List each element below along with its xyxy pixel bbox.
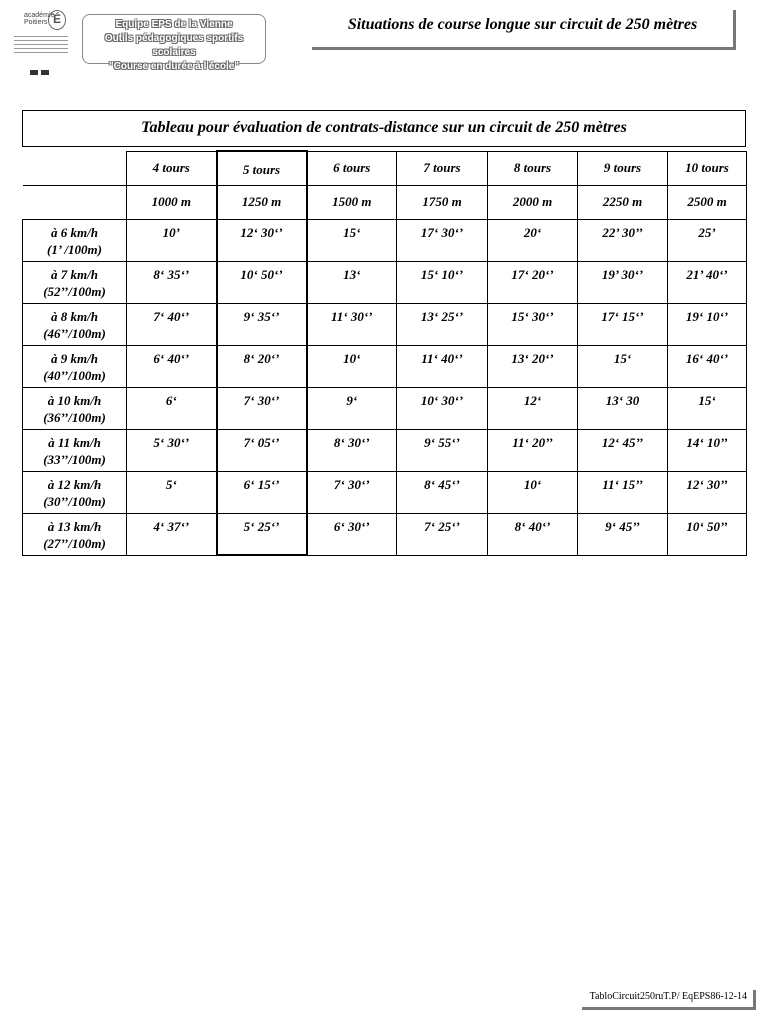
table-row — [23, 513, 747, 555]
time-cell: 13‘ 25‘’ — [397, 303, 488, 345]
time-cell: 11‘ 20’’ — [488, 429, 578, 471]
time-cell: 8‘ 45‘’ — [397, 471, 488, 513]
time-cell: 19’ 30‘’ — [578, 261, 668, 303]
pace-label: (36’’/100m) — [43, 409, 106, 425]
table-row — [23, 471, 747, 513]
time-cell: 5‘ — [127, 471, 217, 513]
pace-label: (1’ /100m) — [47, 241, 102, 257]
time-cell: 8‘ 20‘’ — [217, 345, 307, 387]
time-cell: 14‘ 10’’ — [668, 429, 747, 471]
pace-label: (40’’/100m) — [43, 367, 106, 383]
time-cell: 7‘ 30‘’ — [307, 471, 397, 513]
time-cell: 7‘ 30‘’ — [217, 387, 307, 429]
distance-1000: 1000 m — [127, 185, 217, 219]
time-cell: 12‘ 45’’ — [578, 429, 668, 471]
pace-label: (52’’/100m) — [43, 283, 106, 299]
time-cell: 8‘ 30‘’ — [307, 429, 397, 471]
pace-label: (33’’/100m) — [43, 451, 106, 467]
header-line-2: Outils pédagogiques sportifs scolaires — [104, 33, 244, 58]
header-tours-7: 7 tours — [397, 151, 488, 185]
corner-cell — [23, 185, 127, 219]
time-cell: 15‘ 10‘’ — [397, 261, 488, 303]
time-cell: 10‘ 50’’ — [668, 513, 747, 555]
header-tours-5: 5 tours — [217, 151, 307, 185]
time-cell: 13‘ 30 — [578, 387, 668, 429]
speed-label: à 8 km/h — [51, 308, 98, 324]
time-cell: 17‘ 15‘’ — [578, 303, 668, 345]
distance-1500: 1500 m — [307, 185, 397, 219]
pace-table — [22, 150, 747, 556]
time-cell: 6‘ 15‘’ — [217, 471, 307, 513]
pace-label: (30’’/100m) — [43, 493, 106, 509]
time-cell: 5‘ 30‘’ — [127, 429, 217, 471]
page-title: Situations de course longue sur circuit de 250 mètres — [312, 10, 736, 50]
speed-label: à 7 km/h — [51, 266, 98, 282]
table-caption: Tableau pour évaluation de contrats-distance sur un circuit de 250 mètres — [22, 110, 746, 147]
time-cell: 11‘ 15’’ — [578, 471, 668, 513]
header-line-1: Equipe EPS de la Vienne — [115, 19, 233, 30]
time-cell: 12‘ 30’’ — [668, 471, 747, 513]
time-cell: 15‘ 30‘’ — [488, 303, 578, 345]
time-cell: 10‘ 50‘’ — [217, 261, 307, 303]
footer-reference: TabloCircuit250ruT.P/ EqEPS86-12-14 — [582, 990, 756, 1010]
speed-label: à 6 km/h — [51, 224, 98, 240]
time-cell: 7‘ 40‘’ — [127, 303, 217, 345]
time-cell: 17‘ 20‘’ — [488, 261, 578, 303]
time-cell: 9‘ 45’’ — [578, 513, 668, 555]
speed-cell — [23, 345, 127, 387]
header-tours-9: 9 tours — [578, 151, 668, 185]
distance-header-row — [23, 185, 747, 219]
time-cell: 22’ 30’’ — [578, 219, 668, 261]
time-cell: 11‘ 30‘’ — [307, 303, 397, 345]
time-cell: 7‘ 05‘’ — [217, 429, 307, 471]
time-cell: 6‘ 40‘’ — [127, 345, 217, 387]
speed-cell — [23, 261, 127, 303]
table-row — [23, 219, 747, 261]
speed-label: à 10 km/h — [47, 392, 102, 408]
header-tours-8: 8 tours — [488, 151, 578, 185]
corner-cell — [23, 151, 127, 185]
speed-cell — [23, 513, 127, 555]
speed-label: à 11 km/h — [48, 434, 101, 450]
distance-2500: 2500 m — [668, 185, 747, 219]
time-cell: 25’ — [668, 219, 747, 261]
table-row — [23, 345, 747, 387]
time-cell: 7‘ 25‘’ — [397, 513, 488, 555]
time-cell: 17‘ 30‘’ — [397, 219, 488, 261]
time-cell: 19‘ 10‘’ — [668, 303, 747, 345]
distance-1250: 1250 m — [217, 185, 307, 219]
time-cell: 5‘ 25‘’ — [217, 513, 307, 555]
time-cell: 12‘ — [488, 387, 578, 429]
time-cell: 10‘ — [307, 345, 397, 387]
header-tours-4: 4 tours — [127, 151, 217, 185]
table-row — [23, 261, 747, 303]
speed-cell — [23, 429, 127, 471]
time-cell: 13‘ — [307, 261, 397, 303]
time-cell: 13‘ 20‘’ — [488, 345, 578, 387]
time-cell: 11‘ 40‘’ — [397, 345, 488, 387]
header-tours-6: 6 tours — [307, 151, 397, 185]
time-cell: 8‘ 35‘’ — [127, 261, 217, 303]
distance-2000: 2000 m — [488, 185, 578, 219]
time-cell: 15‘ — [578, 345, 668, 387]
header-tours-10: 10 tours — [668, 151, 747, 185]
time-cell: 6‘ — [127, 387, 217, 429]
time-cell: 12‘ 30‘’ — [217, 219, 307, 261]
time-cell: 10’ — [127, 219, 217, 261]
speed-cell — [23, 471, 127, 513]
time-cell: 10‘ — [488, 471, 578, 513]
speed-label: à 12 km/h — [47, 476, 102, 492]
academie-logo: académie Poitiers É — [10, 8, 72, 70]
speed-cell — [23, 387, 127, 429]
speed-cell — [23, 219, 127, 261]
speed-cell — [23, 303, 127, 345]
time-cell: 15‘ — [307, 219, 397, 261]
time-cell: 20‘ — [488, 219, 578, 261]
time-cell: 16‘ 40‘’ — [668, 345, 747, 387]
education-logo-icon: É — [48, 10, 66, 30]
time-cell: 21’ 40‘’ — [668, 261, 747, 303]
pace-label: (46’’/100m) — [43, 325, 106, 341]
time-cell: 9‘ — [307, 387, 397, 429]
table-row — [23, 429, 747, 471]
team-header-box — [82, 14, 266, 72]
tours-header-row — [23, 151, 747, 185]
time-cell: 4‘ 37‘’ — [127, 513, 217, 555]
time-cell: 6‘ 30‘’ — [307, 513, 397, 555]
speed-label: à 9 km/h — [51, 350, 98, 366]
distance-2250: 2250 m — [578, 185, 668, 219]
time-cell: 8‘ 40‘’ — [488, 513, 578, 555]
time-cell: 9‘ 55‘’ — [397, 429, 488, 471]
time-cell: 10‘ 30‘’ — [397, 387, 488, 429]
pace-label: (27’’/100m) — [43, 535, 106, 551]
time-cell: 9‘ 35‘’ — [217, 303, 307, 345]
table-row — [23, 303, 747, 345]
time-cell: 15‘ — [668, 387, 747, 429]
header-line-3: "Course en durée à l'école" — [108, 61, 240, 72]
speed-label: à 13 km/h — [47, 518, 102, 534]
distance-1750: 1750 m — [397, 185, 488, 219]
table-row — [23, 387, 747, 429]
